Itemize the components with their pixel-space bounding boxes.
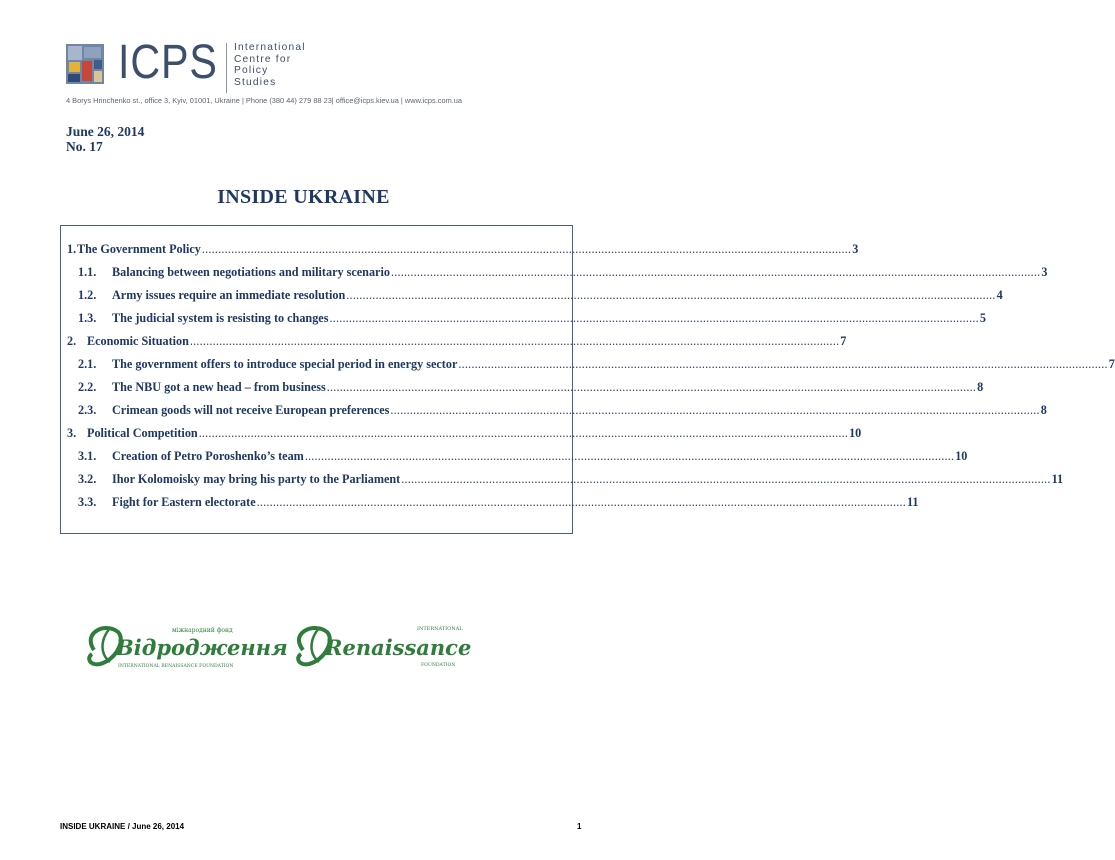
toc-entry[interactable] xyxy=(61,334,847,352)
toc-entry-title: The NBU got a new head – from business xyxy=(112,380,326,394)
toc-entry-title: Creation of Petro Poroshenko’s team xyxy=(112,449,304,463)
toc-entry-line xyxy=(112,449,968,464)
table-of-contents xyxy=(60,225,1115,534)
vidrodzhennia-foundation-logo xyxy=(80,620,288,672)
toc-dot-leader: ........................................................................................................................................................................................................ xyxy=(329,311,979,325)
toc-entry-number: 2.2. xyxy=(78,380,97,394)
toc-dot-leader: ........................................................................................................................................................................................................ xyxy=(390,265,1041,279)
toc-entry-line xyxy=(112,265,1048,280)
address-line: 4 Borys Hrinchenko st., office 3, Kyiv, 01001, Ukraine | Phone (380 44) 279 88 23| office@icps.kiev.ua | www.icps.com.ua xyxy=(66,96,462,105)
toc-entry-number: 2.3. xyxy=(78,403,97,417)
renaissance-top-small: INTERNATIONAL xyxy=(417,626,463,632)
toc-entry-title: Crimean goods will not receive European preferences xyxy=(112,403,390,417)
toc-dot-leader: ........................................................................................................................................................................................................ xyxy=(458,357,1108,371)
footer-page-number: 1 xyxy=(577,822,582,831)
toc-entry-page: 8 xyxy=(1040,403,1047,417)
toc-entry-number: 3. xyxy=(67,426,77,440)
toc-dot-leader: ........................................................................................................................................................................................................ xyxy=(201,242,852,256)
logo-divider xyxy=(226,43,227,93)
renaissance-script: Renaissance xyxy=(325,635,472,660)
toc-dot-leader: ........................................................................................................................................................................................................ xyxy=(304,449,955,463)
icps-logo-text: ICPS xyxy=(118,36,218,89)
toc-entry[interactable] xyxy=(61,288,1003,306)
renaissance-bottom-small: FOUNDATION xyxy=(421,663,456,668)
toc-entry[interactable] xyxy=(61,265,1048,283)
toc-entry-title: Ihor Kolomoisky may bring his party to the Parliament xyxy=(112,472,401,486)
toc-entry-line xyxy=(77,242,859,257)
toc-entry-number: 1.2. xyxy=(78,288,97,302)
toc-entry-page: 3 xyxy=(1041,265,1048,279)
toc-dot-leader: ........................................................................................................................................................................................................ xyxy=(401,472,1051,486)
toc-entry-number: 2. xyxy=(67,334,77,348)
toc-entry-page: 10 xyxy=(955,449,968,463)
toc-entry[interactable] xyxy=(61,311,986,329)
toc-entry-page: 11 xyxy=(906,495,919,509)
toc-entry-page: 5 xyxy=(979,311,986,325)
toc-entry-number: 1.1. xyxy=(78,265,97,279)
toc-entry-title: Army issues require an immediate resolution xyxy=(112,288,346,302)
toc-entry-number: 3.1. xyxy=(78,449,97,463)
toc-entry-title: Political Competition xyxy=(87,426,198,440)
document-title: INSIDE UKRAINE xyxy=(217,186,390,208)
issue-number: No. 17 xyxy=(66,139,103,154)
toc-dot-leader: ........................................................................................................................................................................................................ xyxy=(326,380,977,394)
toc-entry-title: Economic Situation xyxy=(87,334,189,348)
toc-entry[interactable] xyxy=(61,380,984,398)
toc-entry[interactable] xyxy=(61,403,1047,421)
toc-entry-line xyxy=(87,426,862,441)
toc-entry-title: The Government Policy xyxy=(77,242,201,256)
toc-entry-page: 7 xyxy=(1108,357,1115,371)
toc-entry[interactable] xyxy=(61,357,1115,375)
toc-entry-page: 3 xyxy=(852,242,859,256)
logo-subtitle-line: International xyxy=(234,42,306,53)
toc-entry[interactable] xyxy=(61,242,859,260)
toc-dot-leader: ........................................................................................................................................................................................................ xyxy=(256,495,906,509)
toc-entry-line xyxy=(112,357,1115,372)
toc-entry[interactable] xyxy=(61,426,862,444)
vidrodzhennia-top-small: міжнародний фонд xyxy=(172,627,233,634)
logo-subtitle xyxy=(234,42,306,88)
toc-entry-number: 3.3. xyxy=(78,495,97,509)
toc-entry-line xyxy=(112,403,1047,418)
logo-subtitle-line: Policy xyxy=(234,65,269,77)
issue-date: June 26, 2014 xyxy=(66,124,145,139)
toc-dot-leader: ........................................................................................................................................................................................................ xyxy=(198,426,849,440)
toc-entry-page: 11 xyxy=(1051,472,1064,486)
toc-entry-line xyxy=(87,334,847,349)
toc-entry[interactable] xyxy=(61,449,968,467)
toc-entry-line xyxy=(112,380,984,395)
footer-title: INSIDE UKRAINE / June 26, 2014 xyxy=(60,822,185,831)
icps-logo-mark xyxy=(66,44,104,84)
toc-entry-page: 4 xyxy=(996,288,1003,302)
toc-entry-page: 10 xyxy=(849,426,862,440)
toc-entry-page: 7 xyxy=(840,334,847,348)
toc-dot-leader: ........................................................................................................................................................................................................ xyxy=(346,288,996,302)
vidrodzhennia-bottom-small: INTERNATIONAL RENAISSANCE FOUNDATION xyxy=(118,664,234,669)
logo-subtitle-line: Studies xyxy=(234,76,277,88)
toc-entry-line xyxy=(112,495,919,510)
toc-entry[interactable] xyxy=(61,495,919,513)
toc-entry-page: 8 xyxy=(977,380,984,394)
toc-entry-number: 1.3. xyxy=(78,311,97,325)
toc-entry-title: Fight for Eastern electorate xyxy=(112,495,256,509)
logo-subtitle-line: Centre for xyxy=(234,53,292,65)
toc-entry-line xyxy=(112,311,986,326)
toc-entry-number: 1. xyxy=(67,242,77,256)
toc-entry[interactable] xyxy=(61,472,1064,490)
renaissance-foundation-logo xyxy=(287,620,477,672)
toc-entry-title: The judicial system is resisting to changes xyxy=(112,311,329,325)
toc-dot-leader: ........................................................................................................................................................................................................ xyxy=(390,403,1040,417)
toc-dot-leader: ........................................................................................................................................................................................................ xyxy=(189,334,840,348)
toc-entry-line xyxy=(112,288,1003,303)
toc-entry-line xyxy=(112,472,1064,487)
toc-entry-title: Balancing between negotiations and military scenario xyxy=(112,265,390,279)
toc-entry-number: 2.1. xyxy=(78,357,97,371)
toc-entry-number: 3.2. xyxy=(78,472,97,486)
toc-entry-title: The government offers to introduce special period in energy sector xyxy=(112,357,458,371)
vidrodzhennia-script: Відродження xyxy=(116,635,288,660)
